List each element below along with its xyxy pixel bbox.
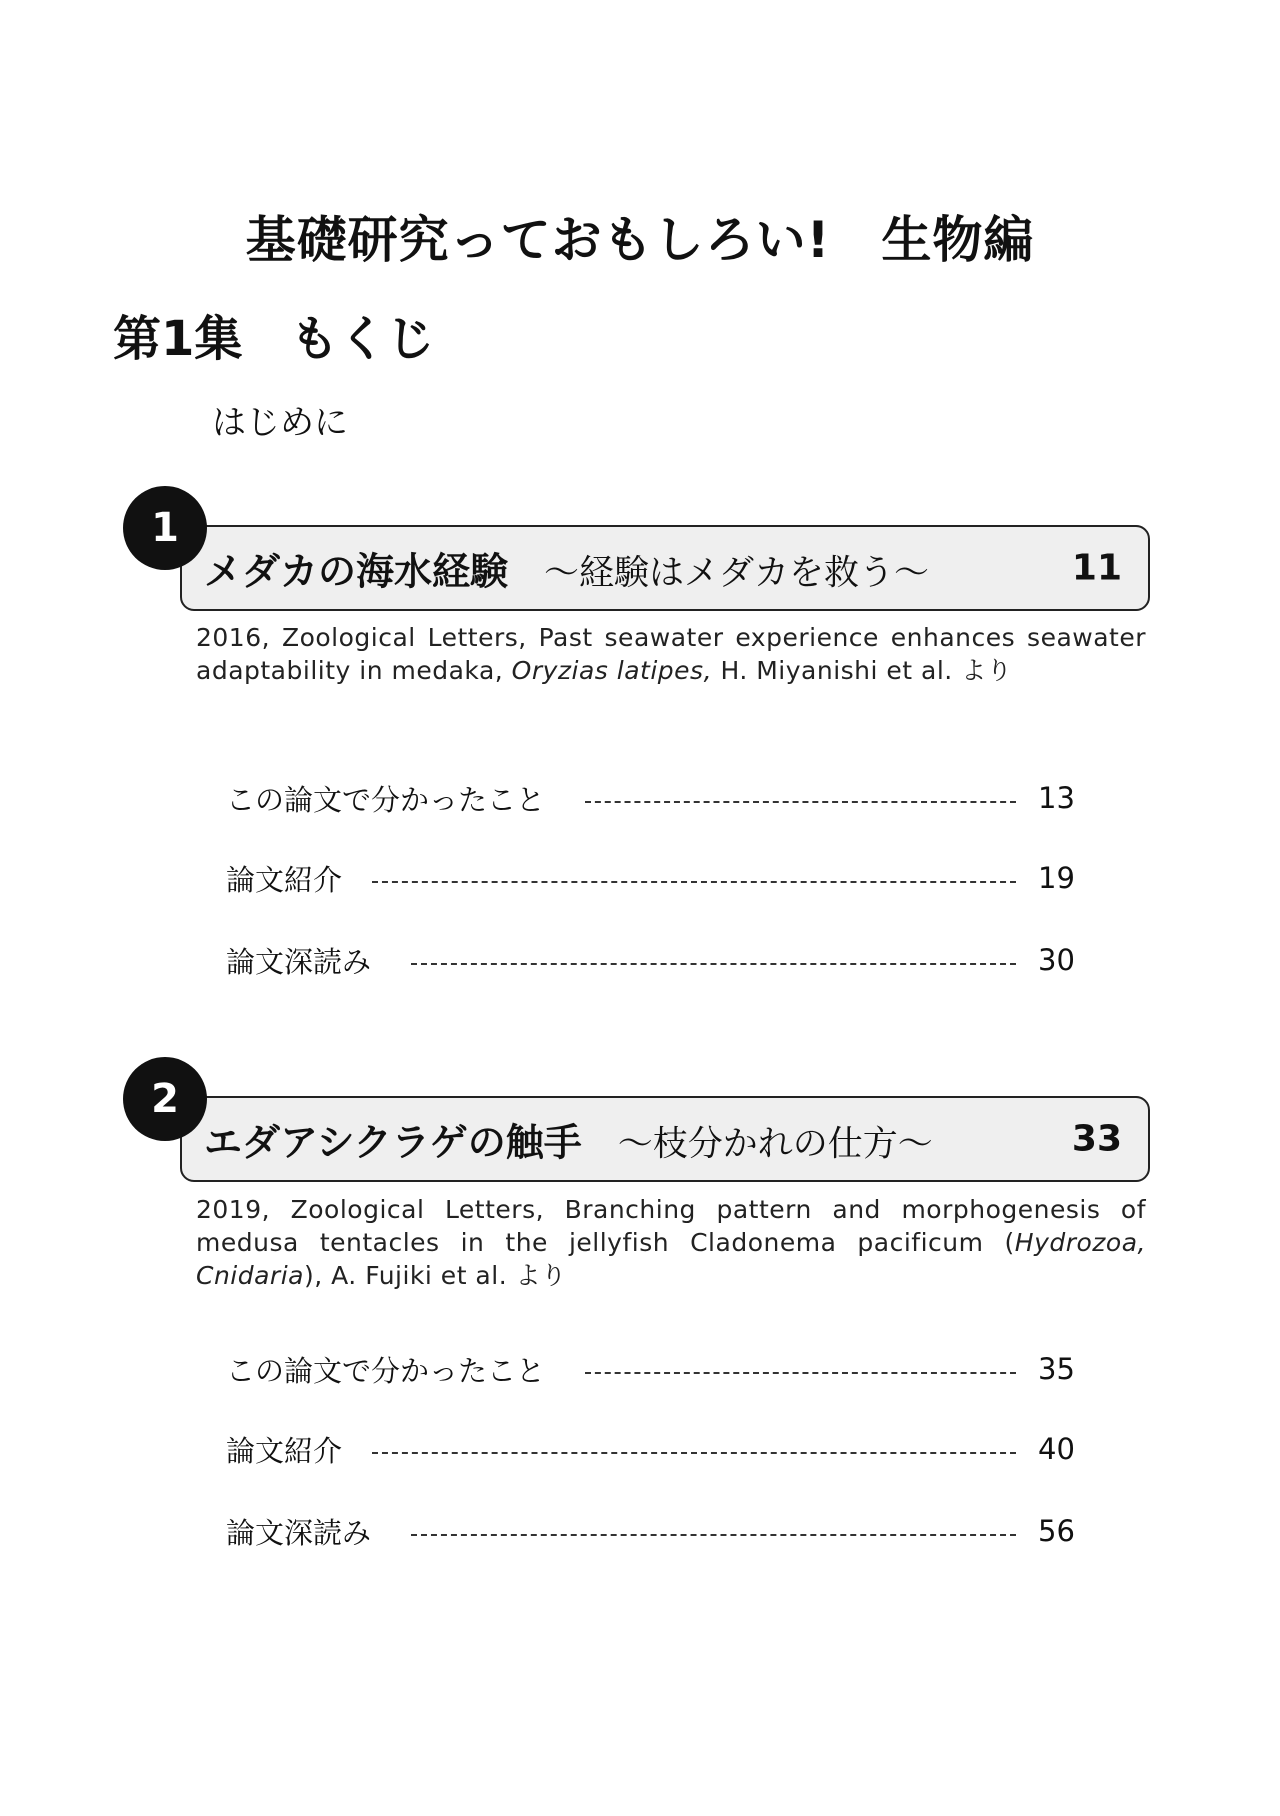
toc-section-row[interactable] [226,856,1078,900]
chapter-1-citation [196,621,1146,687]
toc-section-label: この論文で分かったこと [226,1353,546,1388]
toc-section-label: 論文紹介 [226,1433,343,1468]
chapter-2-number-badge: 2 [123,1057,207,1141]
chapter-2-title-text: エダアシクラゲの触手 [204,1120,582,1165]
toc-leader-dots [585,801,1016,803]
citation-text: 2019, Zoological Letters, Branching pattern and morphogenesis of medusa tentacles in the jellyfish Cladonema pacificum ( [196,1195,1146,1257]
toc-section-page: 56 [1038,1514,1075,1548]
chapter-2-subtitle: ～枝分かれの仕方～ [617,1124,933,1165]
chapter-1-title-text: メダカの海水経験 [204,549,509,594]
toc-section-label: 論文深読み [226,1515,372,1550]
toc-section-page: 19 [1038,861,1075,895]
toc-section-row[interactable] [226,1347,1078,1391]
citation-text: 2016, Zoological Letters, Past seawater experience enhances seawater adaptability in medaka, [196,623,1146,685]
toc-section-page: 30 [1038,943,1075,977]
chapter-2-header[interactable] [180,1096,1150,1182]
toc-section-row[interactable] [226,1509,1078,1553]
toc-leader-dots [411,1534,1016,1536]
toc-section-row[interactable] [226,938,1078,982]
citation-authors: ), A. Fujiki et al. より [303,1261,567,1290]
toc-heading: 第1集 もくじ [113,311,435,367]
toc-leader-dots [585,1372,1016,1374]
toc-section-page: 35 [1038,1352,1075,1386]
book-title: 基礎研究っておもしろい! 生物編 [245,211,1035,269]
chapter-1-page: 11 [1071,547,1122,589]
toc-section-row[interactable] [226,1427,1078,1471]
toc-section-label: 論文紹介 [226,862,343,897]
chapter-2-title [204,1112,933,1167]
chapter-1-header[interactable] [180,525,1150,611]
toc-leader-dots [372,1452,1016,1454]
toc-section-page: 13 [1038,781,1075,815]
toc-leader-dots [372,881,1016,883]
chapter-1-subtitle: ～経験はメダカを救う～ [544,553,930,594]
chapter-2-page: 33 [1071,1118,1122,1160]
chapter-2-citation [196,1193,1146,1292]
chapter-1-number-badge: 1 [123,486,207,570]
toc-leader-dots [411,963,1016,965]
toc-entry-introduction[interactable]: はじめに [212,403,348,443]
toc-section-row[interactable] [226,776,1078,820]
citation-authors: H. Miyanishi et al. より [712,656,1013,685]
citation-species: Oryzias latipes, [511,656,713,685]
toc-section-label: 論文深読み [226,944,372,979]
toc-section-label: この論文で分かったこと [226,782,546,817]
toc-section-page: 40 [1038,1432,1075,1466]
chapter-1-title [204,541,929,596]
citation-species: Hydrozoa, Cnidaria [196,1228,1146,1290]
